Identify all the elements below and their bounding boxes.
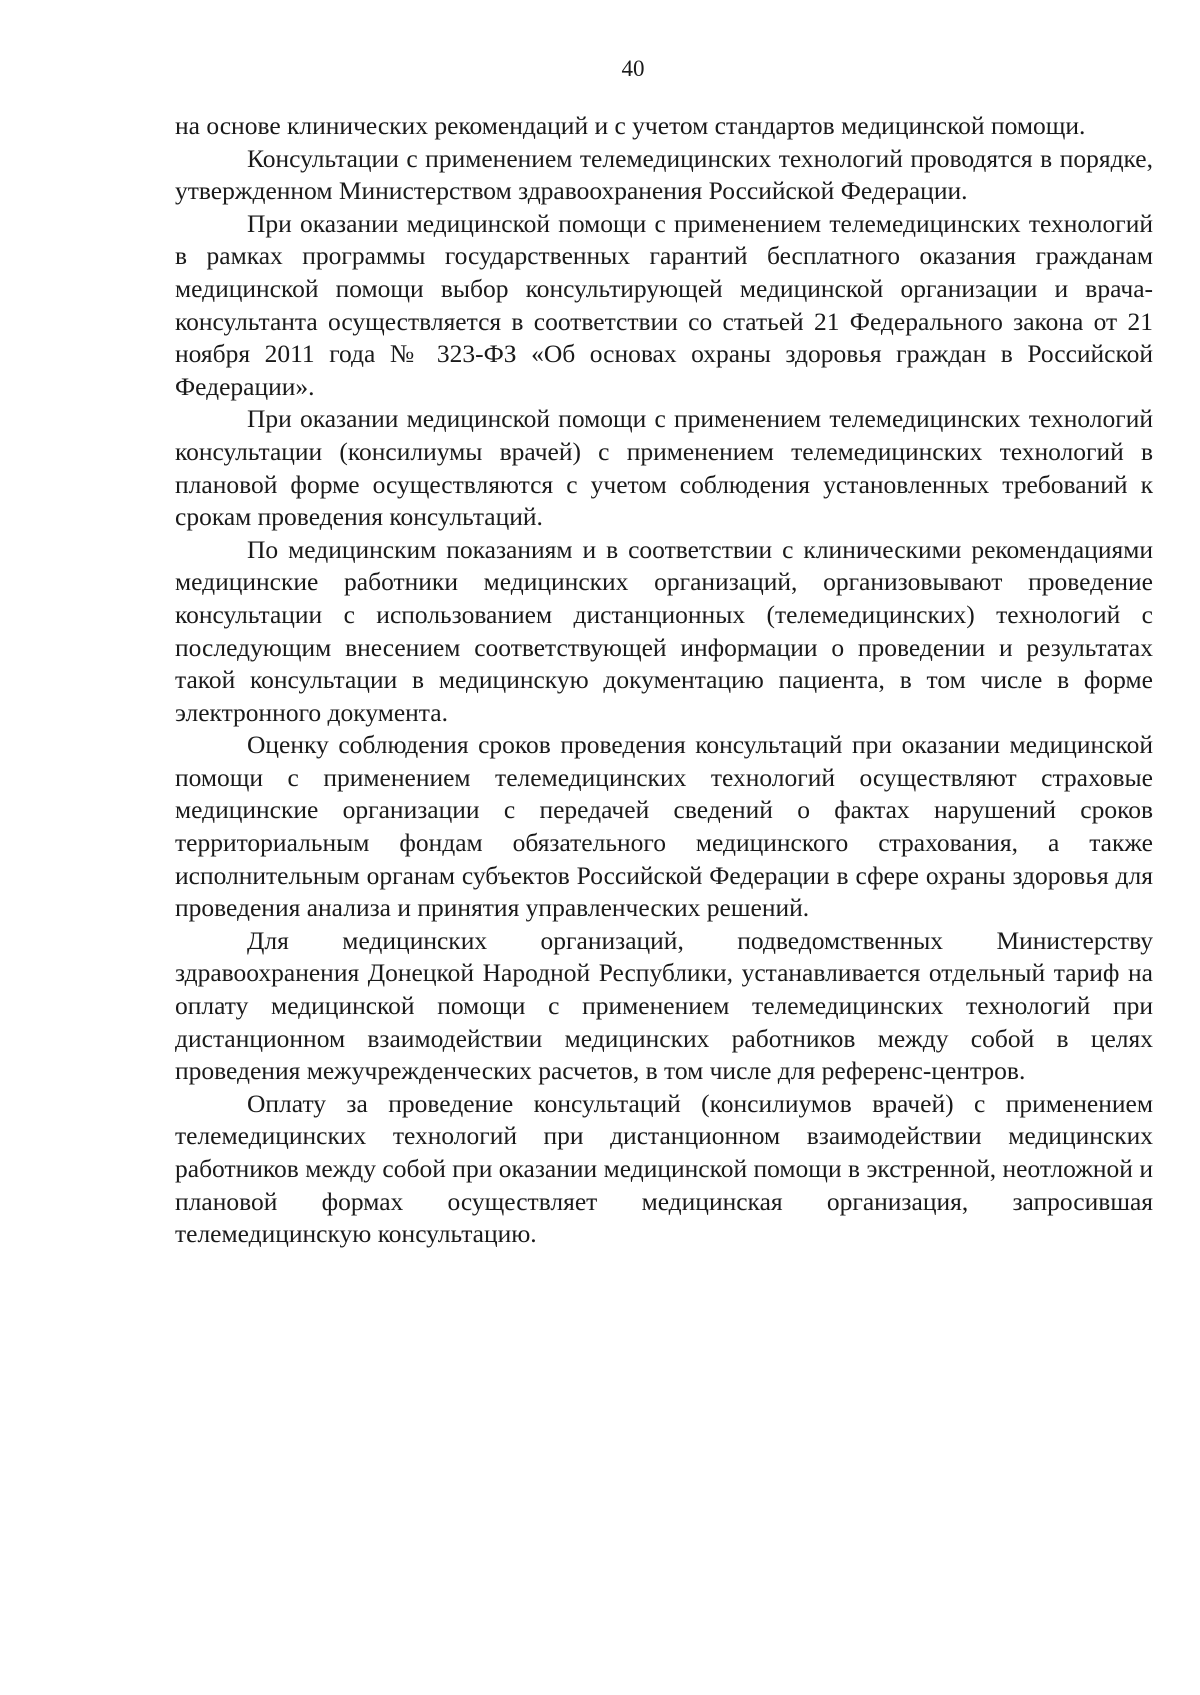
paragraph: Консультации с применением телемедицинских технологий проводятся в порядке, утвержденном Министерством здравоохранения Российской Федерации. — [175, 143, 1153, 206]
paragraph: Оценку соблюдения сроков проведения консультаций при оказании медицинской помощи с применением телемедицинских технологий осуществляют страховые медицинские организации с передачей сведений о фактах нарушений сроков территориальным фондам обязательного медицинского страхования, а также исполнительным органам субъектов Российской Федерации в сфере охраны здоровья для проведения анализа и принятия управленческих решений. — [175, 730, 1153, 923]
paragraph: При оказании медицинской помощи с применением телемедицинских технологий консультации (консилиумы врачей) с применением телемедицинских технологий в плановой форме осуществляются с учетом соблюдения установленных требований к срокам проведения консультаций. — [175, 404, 1153, 532]
paragraph: При оказании медицинской помощи с применением телемедицинских технологий в рамках программы государственных гарантий бесплатного оказания гражданам медицинской помощи выбор консультирующей медицинской организации и врача-консультанта осуществляется в соответствии со статьей 21 Федерального закона от 21 ноября 2011 года № 323-ФЗ «Об основах охраны здоровья граждан в Российской Федерации». — [175, 208, 1153, 401]
paragraph: Оплату за проведение консультаций (консилиумов врачей) с применением телемедицинских технологий при дистанционном взаимодействии медицинских работников между собой при оказании медицинской помощи в экстренной, неотложной и плановой формах осуществляет медицинская организация, запросившая телемедицинскую консультацию. — [175, 1088, 1153, 1249]
paragraph-continuation: на основе клинических рекомендаций и с учетом стандартов медицинской помощи. — [175, 111, 1086, 140]
paragraph: По медицинским показаниям и в соответствии с клиническими рекомендациями медицинские работники медицинских организаций, организовывают проведение консультации с использованием дистанционных (телемедицинских) технологий с последующим внесением соответствующей информации о проведении и результатах такой консультации в медицинскую документацию пациента, в том числе в форме электронного документа. — [175, 534, 1153, 727]
paragraph: Для медицинских организаций, подведомственных Министерству здравоохранения Донецкой Народной Республики, устанавливается отдельный тариф на оплату медицинской помощи с применением телемедицинских технологий при дистанционном взаимодействии медицинских работников между собой в целях проведения межучрежденческих расчетов, в том числе для референс-центров. — [175, 925, 1153, 1086]
page-number: 40 — [621, 56, 645, 81]
document-body — [175, 110, 1153, 1251]
